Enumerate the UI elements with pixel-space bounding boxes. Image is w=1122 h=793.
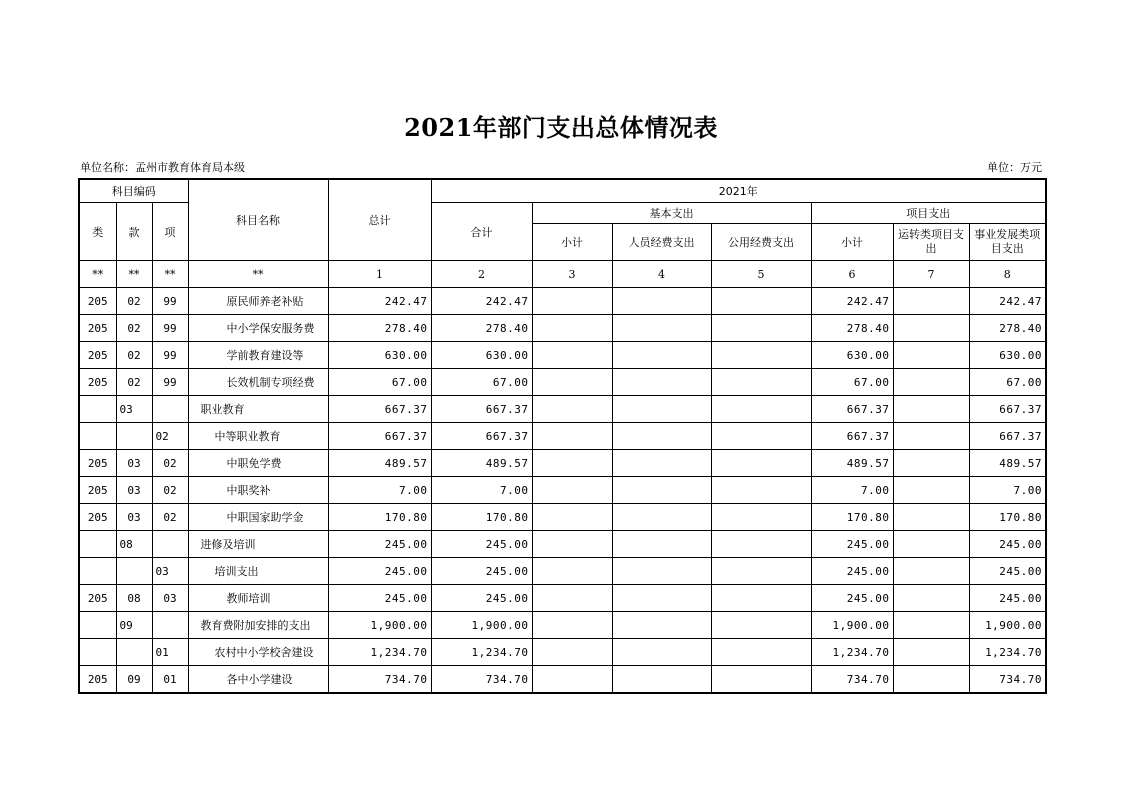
cell-heji: 245.00 — [431, 558, 532, 585]
cell-lei: 205 — [79, 477, 116, 504]
cell-lei: 205 — [79, 450, 116, 477]
cell-lei: 205 — [79, 504, 116, 531]
cell-total: 1,900.00 — [328, 612, 431, 639]
cell-project-subtotal: 245.00 — [811, 558, 893, 585]
cell-project-subtotal: 242.47 — [811, 288, 893, 315]
cell-public — [711, 315, 811, 342]
cell-subject-name: 长效机制专项经费 — [188, 369, 328, 396]
header-development: 事业发展类项目支出 — [969, 224, 1046, 261]
cell-public — [711, 612, 811, 639]
index-cell: 8 — [969, 261, 1046, 288]
table-row — [79, 585, 1046, 612]
cell-personnel — [612, 423, 711, 450]
index-cell: 3 — [532, 261, 612, 288]
cell-subject-name: 中等职业教育 — [188, 423, 328, 450]
header-basic: 基本支出 — [532, 203, 811, 224]
table-row — [79, 612, 1046, 639]
index-cell: 4 — [612, 261, 711, 288]
cell-basic-subtotal — [532, 612, 612, 639]
cell-personnel — [612, 342, 711, 369]
header-kuan: 款 — [116, 203, 152, 261]
cell-kuan — [116, 558, 152, 585]
table-row — [79, 369, 1046, 396]
cell-development: 489.57 — [969, 450, 1046, 477]
cell-subject-name: 职业教育 — [188, 396, 328, 423]
index-row — [79, 261, 1046, 288]
cell-public — [711, 369, 811, 396]
table-row — [79, 558, 1046, 585]
cell-heji: 7.00 — [431, 477, 532, 504]
cell-xiang: 99 — [152, 342, 188, 369]
cell-xiang: 02 — [152, 450, 188, 477]
cell-heji: 245.00 — [431, 585, 532, 612]
cell-heji: 489.57 — [431, 450, 532, 477]
cell-subject-name: 培训支出 — [188, 558, 328, 585]
cell-xiang: 01 — [152, 666, 188, 694]
cell-total: 667.37 — [328, 396, 431, 423]
cell-heji: 667.37 — [431, 423, 532, 450]
cell-total: 630.00 — [328, 342, 431, 369]
cell-total: 489.57 — [328, 450, 431, 477]
cell-kuan — [116, 639, 152, 666]
cell-personnel — [612, 396, 711, 423]
cell-heji: 170.80 — [431, 504, 532, 531]
cell-lei: 205 — [79, 315, 116, 342]
cell-kuan: 03 — [116, 396, 152, 423]
cell-public — [711, 396, 811, 423]
cell-public — [711, 531, 811, 558]
cell-kuan: 02 — [116, 288, 152, 315]
table-row — [79, 342, 1046, 369]
header-transfer: 运转类项目支出 — [893, 224, 969, 261]
cell-xiang: 99 — [152, 369, 188, 396]
cell-total: 245.00 — [328, 531, 431, 558]
cell-heji: 245.00 — [431, 531, 532, 558]
expenditure-table — [78, 178, 1047, 694]
cell-total: 278.40 — [328, 315, 431, 342]
cell-transfer — [893, 450, 969, 477]
cell-subject-name: 中小学保安服务费 — [188, 315, 328, 342]
cell-public — [711, 639, 811, 666]
table-row — [79, 477, 1046, 504]
cell-personnel — [612, 477, 711, 504]
cell-lei — [79, 639, 116, 666]
cell-heji: 1,900.00 — [431, 612, 532, 639]
cell-xiang: 02 — [152, 504, 188, 531]
cell-heji: 667.37 — [431, 396, 532, 423]
cell-project-subtotal: 1,234.70 — [811, 639, 893, 666]
cell-development: 245.00 — [969, 531, 1046, 558]
cell-project-subtotal: 489.57 — [811, 450, 893, 477]
cell-kuan: 02 — [116, 315, 152, 342]
cell-basic-subtotal — [532, 666, 612, 694]
table-row — [79, 396, 1046, 423]
cell-lei: 205 — [79, 585, 116, 612]
cell-development: 1,234.70 — [969, 639, 1046, 666]
cell-kuan: 08 — [116, 531, 152, 558]
cell-personnel — [612, 666, 711, 694]
cell-project-subtotal: 245.00 — [811, 531, 893, 558]
cell-xiang — [152, 612, 188, 639]
header-personnel: 人员经费支出 — [612, 224, 711, 261]
cell-project-subtotal: 734.70 — [811, 666, 893, 694]
cell-transfer — [893, 288, 969, 315]
cell-kuan: 03 — [116, 477, 152, 504]
cell-personnel — [612, 612, 711, 639]
cell-total: 245.00 — [328, 558, 431, 585]
cell-development: 170.80 — [969, 504, 1046, 531]
cell-transfer — [893, 504, 969, 531]
cell-xiang: 99 — [152, 315, 188, 342]
cell-transfer — [893, 612, 969, 639]
cell-kuan: 08 — [116, 585, 152, 612]
table-row — [79, 423, 1046, 450]
cell-basic-subtotal — [532, 342, 612, 369]
cell-kuan: 03 — [116, 450, 152, 477]
cell-development: 7.00 — [969, 477, 1046, 504]
cell-subject-name: 学前教育建设等 — [188, 342, 328, 369]
cell-lei — [79, 423, 116, 450]
cell-heji: 278.40 — [431, 315, 532, 342]
cell-transfer — [893, 531, 969, 558]
cell-total: 242.47 — [328, 288, 431, 315]
cell-project-subtotal: 1,900.00 — [811, 612, 893, 639]
cell-public — [711, 288, 811, 315]
cell-basic-subtotal — [532, 369, 612, 396]
cell-transfer — [893, 315, 969, 342]
cell-xiang: 99 — [152, 288, 188, 315]
cell-public — [711, 504, 811, 531]
cell-development: 278.40 — [969, 315, 1046, 342]
cell-kuan: 02 — [116, 342, 152, 369]
cell-basic-subtotal — [532, 477, 612, 504]
cell-xiang: 03 — [152, 585, 188, 612]
cell-personnel — [612, 288, 711, 315]
cell-public — [711, 585, 811, 612]
table-row — [79, 666, 1046, 694]
header-project: 项目支出 — [811, 203, 1046, 224]
cell-personnel — [612, 504, 711, 531]
cell-lei — [79, 558, 116, 585]
cell-project-subtotal: 170.80 — [811, 504, 893, 531]
cell-subject-name: 进修及培训 — [188, 531, 328, 558]
cell-subject-name: 中职免学费 — [188, 450, 328, 477]
cell-lei: 205 — [79, 369, 116, 396]
cell-development: 67.00 — [969, 369, 1046, 396]
cell-basic-subtotal — [532, 423, 612, 450]
cell-transfer — [893, 585, 969, 612]
header-subject-name: 科目名称 — [188, 179, 328, 261]
cell-lei: 205 — [79, 288, 116, 315]
header-total: 总计 — [328, 179, 431, 261]
cell-kuan: 09 — [116, 612, 152, 639]
cell-development: 667.37 — [969, 396, 1046, 423]
cell-total: 170.80 — [328, 504, 431, 531]
cell-development: 667.37 — [969, 423, 1046, 450]
cell-subject-name: 农村中小学校舍建设 — [188, 639, 328, 666]
index-cell: 7 — [893, 261, 969, 288]
cell-project-subtotal: 278.40 — [811, 315, 893, 342]
cell-xiang: 03 — [152, 558, 188, 585]
cell-subject-name: 各中小学建设 — [188, 666, 328, 694]
cell-transfer — [893, 342, 969, 369]
cell-project-subtotal: 67.00 — [811, 369, 893, 396]
table-row — [79, 504, 1046, 531]
cell-xiang: 02 — [152, 423, 188, 450]
cell-public — [711, 450, 811, 477]
cell-basic-subtotal — [532, 504, 612, 531]
table-row — [79, 531, 1046, 558]
cell-total: 1,234.70 — [328, 639, 431, 666]
cell-subject-name: 教师培训 — [188, 585, 328, 612]
page-title: 2021年部门支出总体情况表 — [404, 113, 718, 142]
cell-personnel — [612, 450, 711, 477]
cell-basic-subtotal — [532, 288, 612, 315]
cell-public — [711, 666, 811, 694]
table-row — [79, 315, 1046, 342]
cell-transfer — [893, 666, 969, 694]
cell-public — [711, 342, 811, 369]
cell-xiang — [152, 531, 188, 558]
index-cell: 1 — [328, 261, 431, 288]
cell-kuan: 02 — [116, 369, 152, 396]
cell-kuan: 09 — [116, 666, 152, 694]
cell-personnel — [612, 369, 711, 396]
cell-xiang — [152, 396, 188, 423]
cell-project-subtotal: 630.00 — [811, 342, 893, 369]
cell-subject-name: 教育费附加安排的支出 — [188, 612, 328, 639]
cell-personnel — [612, 639, 711, 666]
index-cell: 2 — [431, 261, 532, 288]
cell-public — [711, 477, 811, 504]
header-project-subtotal: 小计 — [811, 224, 893, 261]
cell-personnel — [612, 585, 711, 612]
header-year: 2021年 — [431, 179, 1046, 203]
header-xiang: 项 — [152, 203, 188, 261]
cell-project-subtotal: 7.00 — [811, 477, 893, 504]
cell-public — [711, 558, 811, 585]
cell-lei — [79, 612, 116, 639]
cell-subject-name: 中职国家助学金 — [188, 504, 328, 531]
index-cell: 6 — [811, 261, 893, 288]
cell-total: 734.70 — [328, 666, 431, 694]
cell-transfer — [893, 396, 969, 423]
cell-development: 245.00 — [969, 558, 1046, 585]
cell-transfer — [893, 369, 969, 396]
cell-basic-subtotal — [532, 558, 612, 585]
cell-project-subtotal: 245.00 — [811, 585, 893, 612]
cell-basic-subtotal — [532, 396, 612, 423]
table-row — [79, 639, 1046, 666]
cell-heji: 242.47 — [431, 288, 532, 315]
cell-development: 245.00 — [969, 585, 1046, 612]
cell-transfer — [893, 423, 969, 450]
header-subject-code: 科目编码 — [79, 179, 188, 203]
cell-transfer — [893, 477, 969, 504]
cell-total: 245.00 — [328, 585, 431, 612]
cell-public — [711, 423, 811, 450]
header-public: 公用经费支出 — [711, 224, 811, 261]
cell-total: 667.37 — [328, 423, 431, 450]
header-basic-subtotal: 小计 — [532, 224, 612, 261]
cell-project-subtotal: 667.37 — [811, 396, 893, 423]
cell-heji: 630.00 — [431, 342, 532, 369]
cell-development: 1,900.00 — [969, 612, 1046, 639]
cell-lei: 205 — [79, 342, 116, 369]
cell-total: 67.00 — [328, 369, 431, 396]
cell-basic-subtotal — [532, 639, 612, 666]
cell-total: 7.00 — [328, 477, 431, 504]
cell-lei: 205 — [79, 666, 116, 694]
cell-personnel — [612, 315, 711, 342]
cell-development: 630.00 — [969, 342, 1046, 369]
cell-project-subtotal: 667.37 — [811, 423, 893, 450]
cell-kuan: 03 — [116, 504, 152, 531]
cell-transfer — [893, 558, 969, 585]
header-heji: 合计 — [431, 203, 532, 261]
cell-lei — [79, 396, 116, 423]
unit-label: 单位：万元 — [987, 161, 1042, 174]
cell-subject-name: 中职奖补 — [188, 477, 328, 504]
cell-personnel — [612, 531, 711, 558]
table-row — [79, 450, 1046, 477]
cell-basic-subtotal — [532, 585, 612, 612]
cell-development: 734.70 — [969, 666, 1046, 694]
cell-basic-subtotal — [532, 450, 612, 477]
cell-subject-name: 原民师养老补贴 — [188, 288, 328, 315]
cell-xiang: 01 — [152, 639, 188, 666]
index-cell: ** — [188, 261, 328, 288]
cell-lei — [79, 531, 116, 558]
header-lei: 类 — [79, 203, 116, 261]
cell-heji: 67.00 — [431, 369, 532, 396]
index-cell: ** — [79, 261, 116, 288]
unit-name: 单位名称：孟州市教育体育局本级 — [80, 161, 245, 174]
cell-basic-subtotal — [532, 531, 612, 558]
cell-development: 242.47 — [969, 288, 1046, 315]
cell-basic-subtotal — [532, 315, 612, 342]
cell-kuan — [116, 423, 152, 450]
index-cell: ** — [116, 261, 152, 288]
table-row — [79, 288, 1046, 315]
cell-heji: 734.70 — [431, 666, 532, 694]
cell-heji: 1,234.70 — [431, 639, 532, 666]
cell-transfer — [893, 639, 969, 666]
cell-personnel — [612, 558, 711, 585]
index-cell: ** — [152, 261, 188, 288]
index-cell: 5 — [711, 261, 811, 288]
cell-xiang: 02 — [152, 477, 188, 504]
